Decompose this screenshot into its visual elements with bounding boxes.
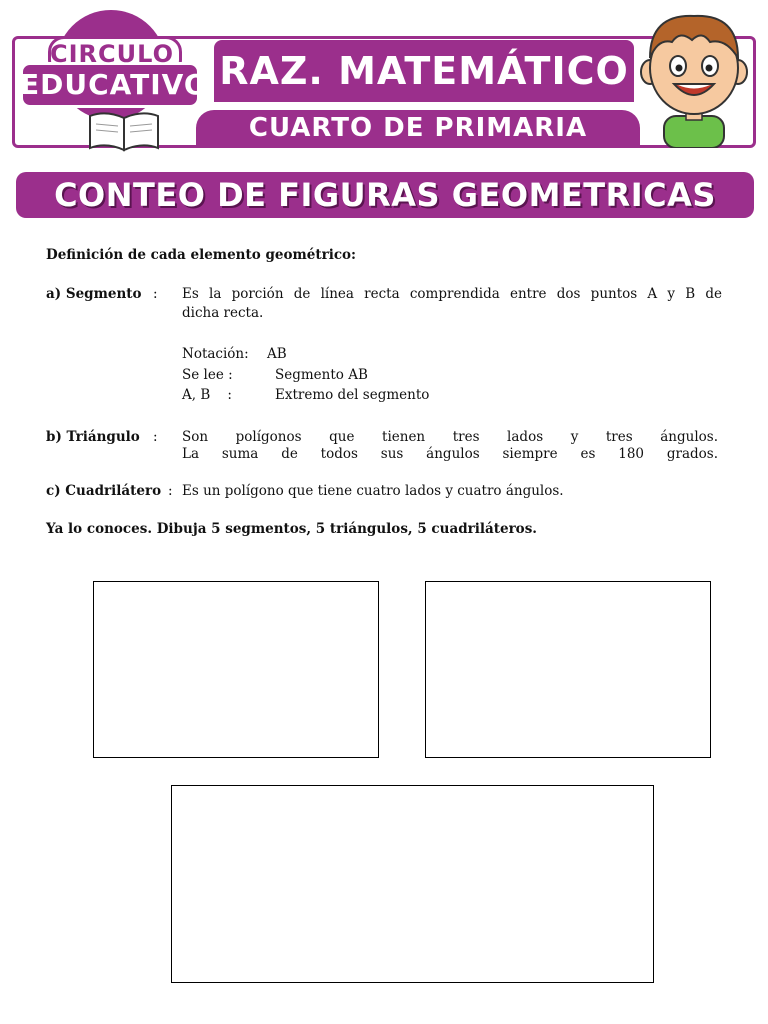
se-lee-value: Segmento AB [275,367,368,383]
instruction-text: Ya lo conoces. Dibuja 5 segmentos, 5 triángulos, 5 cuadriláteros. [46,521,537,537]
drawing-box-triangulos[interactable] [425,581,711,758]
notacion-label: Notación: [182,346,249,362]
circulo-educativo-logo [16,10,209,136]
extremos-label: A, B : [182,387,232,403]
def-triangulo-label: b) Triángulo [46,429,140,445]
def-cuadrilatero-sep: : [168,483,173,499]
def-segmento-line2: dicha recta. [182,305,264,321]
def-segmento-label: a) Segmento [46,286,142,302]
def-triangulo-sep: : [153,429,158,445]
def-triangulo-line2: La suma de todos sus ángulos siempre es 180 grados. [182,446,718,462]
section-title: CONTEO DE FIGURAS GEOMETRICAS [16,172,754,218]
logo-text-educativo: EDUCATIVO [20,68,209,101]
def-segmento-sep: : [153,286,158,302]
smiling-boy-icon [636,8,752,148]
def-segmento-line1: Es la porción de línea recta comprendida entre dos puntos A y B de [182,286,722,302]
grade-subtitle: CUARTO DE PRIMARIA [196,110,640,146]
intro-heading: Definición de cada elemento geométrico: [46,247,357,263]
subject-title: RAZ. MATEMÁTICO [214,40,634,102]
logo-text-circulo: CIRCULO [50,40,174,68]
se-lee-label: Se lee : [182,367,233,383]
extremos-value: Extremo del segmento [275,387,430,403]
def-triangulo-line1: Son polígonos que tienen tres lados y tres ángulos. [182,429,718,445]
drawing-box-cuadrilateros[interactable] [171,785,654,983]
def-cuadrilatero-line1: Es un polígono que tiene cuatro lados y cuatro ángulos. [182,483,564,499]
def-cuadrilatero-label: c) Cuadrilátero [46,483,162,499]
drawing-box-segmentos[interactable] [93,581,379,758]
notacion-value: AB [267,346,287,362]
open-book-icon [86,108,162,154]
